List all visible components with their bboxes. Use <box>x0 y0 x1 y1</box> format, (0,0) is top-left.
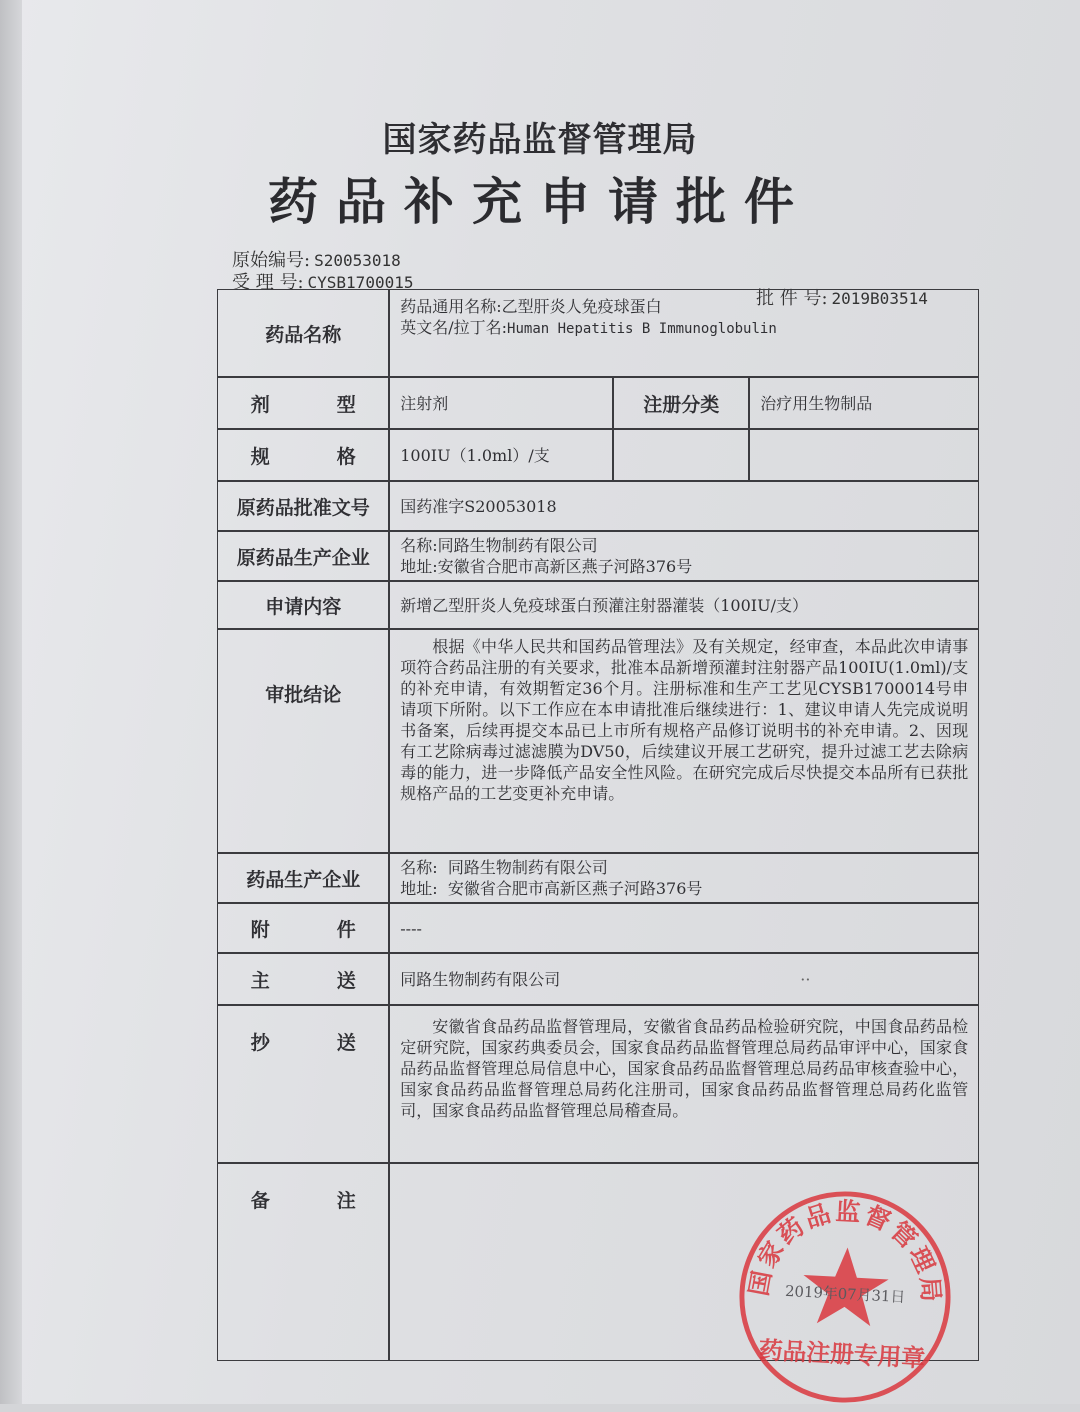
empty-cell <box>613 429 749 481</box>
conclusion-label: 审批结论 <box>217 629 389 853</box>
manufacturer-value: 名称: 同路生物制药有限公司 地址: 安徽省合肥市高新区燕子河路376号 <box>389 853 979 903</box>
attachment-label: 附 件 <box>217 903 389 953</box>
remarks-label: 备 注 <box>217 1163 389 1361</box>
cc-value: 安徽省食品药品监督管理局，安徽省食品药品检验研究院，中国食品药品检定研究院，国家药典委员会，国家食品药品监督管理总局药品审评中心，国家食品药品监督管理总局信息中心，国家食品药品监督管理总局药品审核查验中心，国家食品药品监督管理总局药化注册司，国家食品药品监督管理总局药化监管司，国家食品药品监督管理总局稽查局。 <box>389 1005 979 1163</box>
registration-class-label: 注册分类 <box>613 377 749 429</box>
seal-org-text: 国家药品监督管理局 <box>743 1196 947 1306</box>
original-approval-no-value: 国药准字S20053018 <box>389 481 979 531</box>
original-number: 原始编号: S20053018 <box>232 250 401 271</box>
cc-label: 抄 送 <box>217 1005 389 1163</box>
original-approval-no-label: 原药品批准文号 <box>217 481 389 531</box>
dosage-form-label: 剂 型 <box>217 377 389 429</box>
application-content-value: 新增乙型肝炎人免疫球蛋白预灌注射器灌装（100IU/支） <box>389 581 979 629</box>
registration-class-value: 治疗用生物制品 <box>749 377 979 429</box>
main-recipient-label: 主 送 <box>217 953 389 1005</box>
approval-number: 批 件 号: 2019B03514 <box>756 288 928 309</box>
empty-cell <box>749 429 979 481</box>
original-manufacturer-value: 名称:同路生物制药有限公司 地址:安徽省合肥市高新区燕子河路376号 <box>389 531 979 581</box>
document-title: 药品补充申请批件 <box>268 172 812 231</box>
seal-purpose: 药品注册专用章 <box>758 1335 926 1373</box>
specification-value: 100IU（1.0ml）/支 <box>389 429 613 481</box>
conclusion-value: 根据《中华人民共和国药品管理法》及有关规定，经审查，本品此次申请事项符合药品注册的有关要求，批准本品新增预灌封注射器产品100IU(1.0ml)/支的补充申请，有效期暂定36个月。注册标准和生产工艺见CYSB1700014号申请项下所附。以下工作应在本申请批准后继续进行：1、建议申请人先完成说明书备案，后续再提交本品已上市所有规格产品修订说明书的补充申请。2、因现有工艺除病毒过滤滤膜为DV50，后续建议开展工艺研究，提升过滤工艺去除病毒的能力，进一步降低产品安全性风险。在研究完成后尽快提交本品所有已获批规格产品的工艺变更补充申请。 <box>389 629 979 853</box>
stray-mark: ·· <box>800 969 811 989</box>
attachment-value: ---- <box>389 903 979 953</box>
original-manufacturer-label: 原药品生产企业 <box>217 531 389 581</box>
seal-date: 2019年07月31日 <box>784 1281 906 1307</box>
drug-name-label: 药品名称 <box>217 289 389 377</box>
manufacturer-label: 药品生产企业 <box>217 853 389 903</box>
dosage-form-value: 注射剂 <box>389 377 613 429</box>
acceptance-number: 受 理 号: CYSB1700015 <box>232 272 414 293</box>
application-content-label: 申请内容 <box>217 581 389 629</box>
drug-name-value: 药品通用名称:乙型肝炎人免疫球蛋白 英文名/拉丁名:Human Hepatitis B Immunoglobulin <box>389 289 979 377</box>
official-seal <box>730 1182 959 1411</box>
main-recipient-value: 同路生物制药有限公司 ·· <box>389 953 979 1005</box>
specification-label: 规 格 <box>217 429 389 481</box>
agency-name: 国家药品监督管理局 <box>382 120 698 160</box>
